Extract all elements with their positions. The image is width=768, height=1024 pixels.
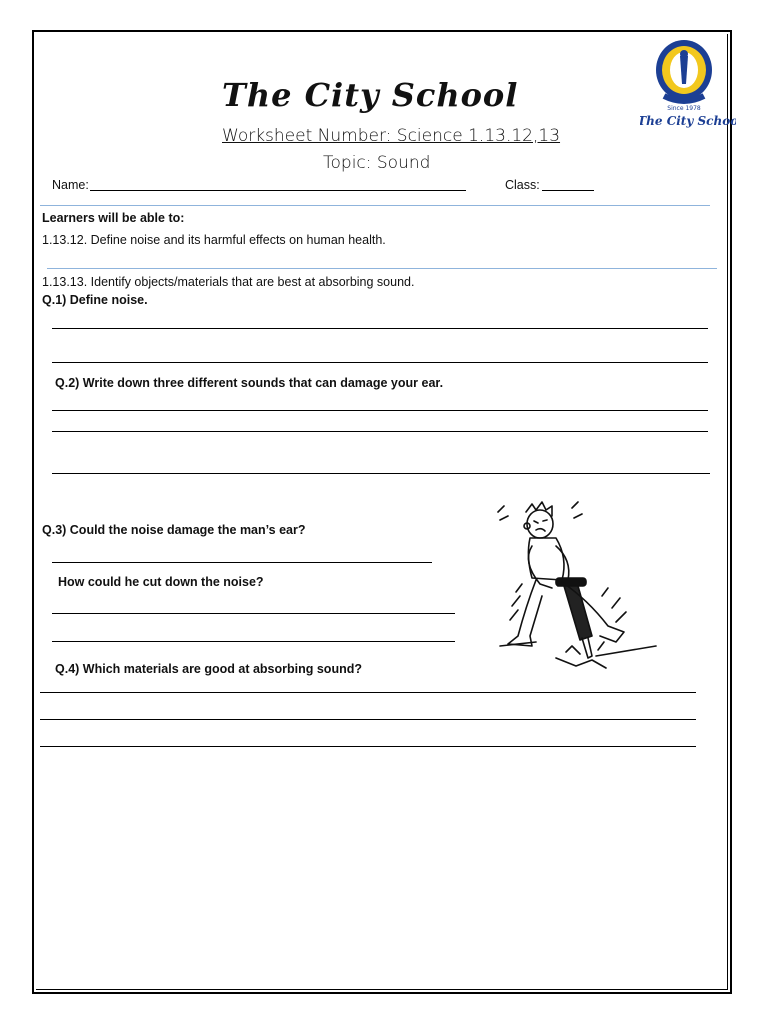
answer-line[interactable] (52, 473, 710, 474)
answer-line[interactable] (52, 328, 708, 329)
answer-line[interactable] (52, 362, 708, 363)
school-title: The City School (222, 76, 519, 114)
svg-text:Since 1978: Since 1978 (667, 105, 701, 112)
divider-rule (47, 268, 717, 269)
answer-line[interactable] (52, 431, 708, 432)
topic: Topic: Sound (323, 153, 431, 173)
question-3b: How could he cut down the noise? (58, 575, 264, 589)
answer-line[interactable] (52, 562, 432, 563)
divider-rule (40, 205, 710, 206)
question-4: Q.4) Which materials are good at absorbing sound? (55, 662, 362, 676)
question-1: Q.1) Define noise. (42, 293, 148, 307)
answer-line[interactable] (40, 719, 696, 720)
answer-line[interactable] (52, 410, 708, 411)
answer-line[interactable] (40, 692, 696, 693)
jackhammer-illustration (496, 496, 660, 672)
name-label: Name: (52, 178, 89, 192)
svg-text:The City School: The City School (640, 114, 736, 128)
man-with-jackhammer-illustration (496, 496, 660, 672)
question-3: Q.3) Could the noise damage the man’s ear? (42, 523, 306, 537)
answer-line[interactable] (52, 613, 455, 614)
question-2: Q.2) Write down three different sounds that can damage your ear. (55, 376, 444, 390)
class-field[interactable] (542, 178, 594, 191)
objective-item: 1.13.12. Define noise and its harmful effects on human health. (42, 233, 386, 247)
answer-line[interactable] (52, 641, 455, 642)
answer-line[interactable] (40, 746, 696, 747)
school-crest-icon (640, 38, 736, 134)
worksheet-number: Worksheet Number: Science 1.13.12,13 (222, 126, 561, 146)
school-logo (640, 38, 736, 134)
objectives-heading: Learners will be able to: (42, 211, 185, 225)
class-label: Class: (505, 178, 540, 192)
objective-item: 1.13.13. Identify objects/materials that are best at absorbing sound. (42, 275, 415, 289)
name-field[interactable] (90, 178, 466, 191)
